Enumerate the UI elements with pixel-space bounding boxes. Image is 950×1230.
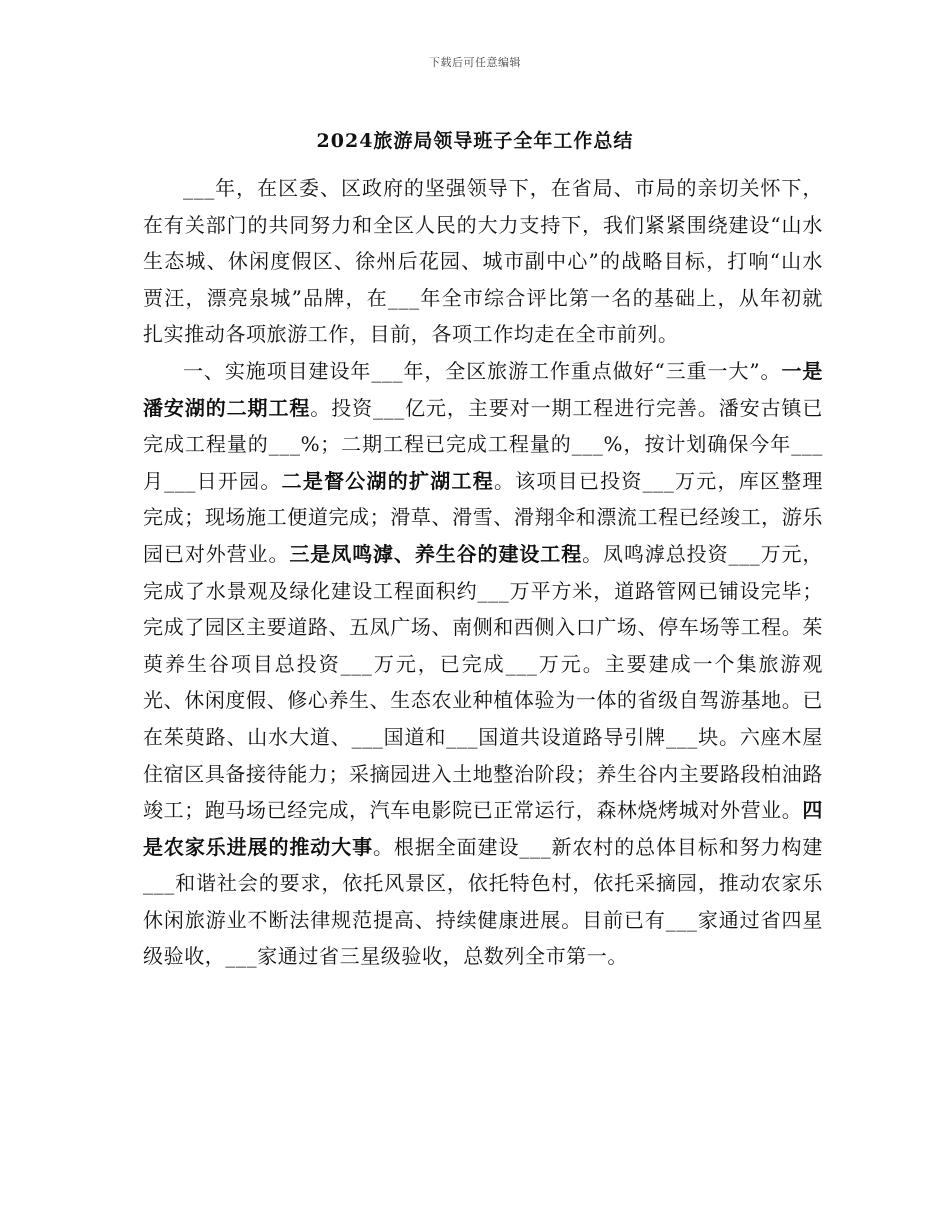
item-one-heading: 一是潘安湖的二期工程 bbox=[143, 358, 823, 420]
item-one-text: 。投资___亿元，主要对一期工程进行完善。潘安古镇已完成工程量的___%；二期工程已完成工程量的___%，按计划确保今年___月___日开园。 bbox=[143, 395, 823, 493]
section-one-lead: 一、实施项目建设年___年，全区旅游工作重点做好“三重一大”。 bbox=[183, 358, 782, 383]
item-three-heading: 三是凤鸣滹、养生谷的建设工程 bbox=[289, 541, 583, 566]
page-header-note: 下载后可任意编辑 bbox=[429, 56, 521, 69]
item-four-text: 。根据全面建设___新农村的总体目标和努力构建___和谐社会的要求，依托风景区，依托特色村，依托采摘园，推动农家乐休闲旅游业不断法律规范提高、持续健康进展。目前已有___家通过省四星级验收，___家通过省三星级验收，总数列全市第一。 bbox=[143, 834, 823, 969]
item-two-text: 。该项目已投资___万元，库区整理完成；现场施工便道完成；滑草、滑雪、滑翔伞和漂流工程已经竣工，游乐园已对外营业。 bbox=[143, 468, 823, 566]
item-three-text: 。凤鸣滹总投资___万元，完成了水景观及绿化建设工程面积约___万平方米，道路管网已铺设完毕；完成了园区主要道路、五凤广场、南侧和西侧入口广场、停车场等工程。茱萸养生谷项目总投资___万元，已完成___万元。主要建成一个集旅游观光、休闲度假、修心养生、生态农业种植体验为一体的省级自驾游基地。已在茱萸路、山水大道、___国道和___国道共设道路导引牌___块。六座木屋住宿区具备接待能力；采摘园进入土地整治阶段；养生谷内主要路段柏油路竣工；跑马场已经完成，汽车电影院已正常运行，森林烧烤城对外营业。 bbox=[143, 541, 823, 823]
document-body bbox=[143, 170, 823, 975]
section-one-paragraph bbox=[143, 353, 823, 975]
item-two-heading: 二是督公湖的扩湖工程 bbox=[281, 468, 494, 493]
document-title: 2024旅游局领导班子全年工作总结 bbox=[316, 130, 634, 152]
intro-paragraph: ___年，在区委、区政府的坚强领导下，在省局、市局的亲切关怀下，在有关部门的共同努力和全区人民的大力支持下，我们紧紧围绕建设“山水生态城、休闲度假区、徐州后花园、城市副中心”的战略目标，打响“山水贾汪，漂亮泉城”品牌，在___年全市综合评比第一名的基础上，从年初就扎实推动各项旅游工作，目前，各项工作均走在全市前列。 bbox=[143, 176, 823, 347]
item-four-heading: 四是农家乐进展的推动大事 bbox=[143, 798, 823, 859]
